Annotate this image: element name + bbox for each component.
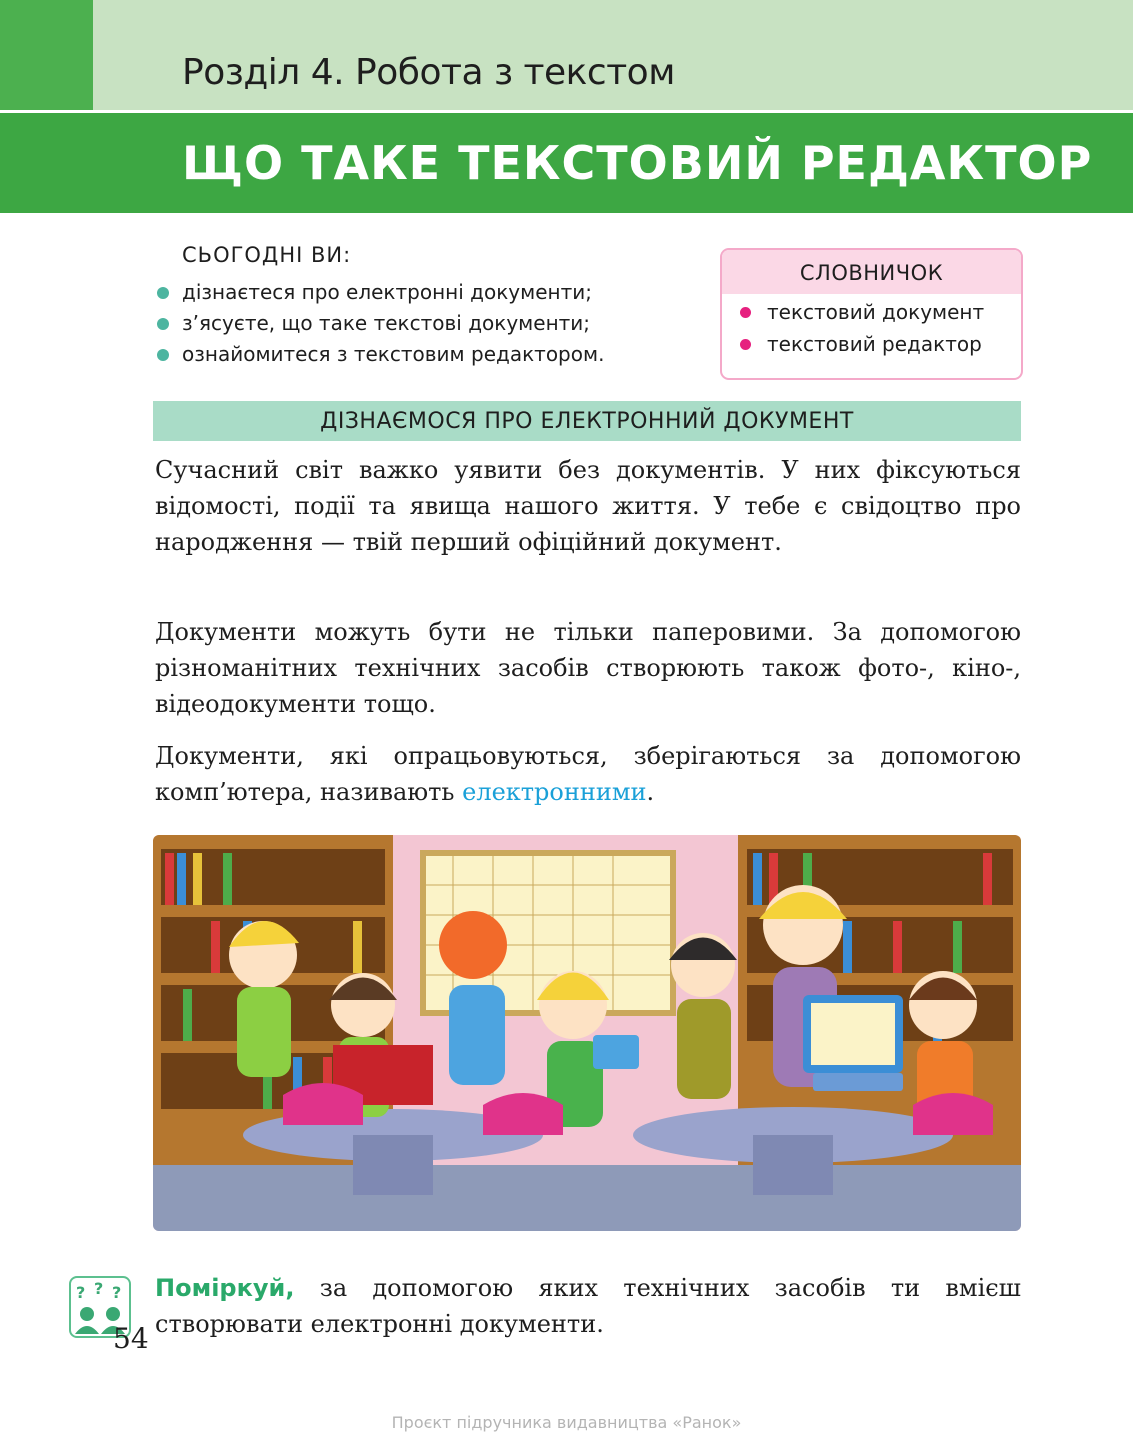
child-figure (229, 921, 299, 1077)
page-number: 54 (113, 1322, 149, 1355)
library-illustration (153, 835, 1021, 1231)
highlighted-term: електронними (462, 778, 647, 806)
body-paragraph-3: Документи, які опрацьовуються, зберігаються за допомогою комп’ютера, називають електронними. (155, 742, 1021, 806)
child-figure (439, 911, 507, 1085)
library-scene-image (153, 835, 1021, 1231)
glossary-list (722, 294, 1021, 360)
objective-item: дізнаєтеся про електронні документи; (157, 277, 604, 308)
subsection-heading: ДІЗНАЄМОСЯ ПРО ЕЛЕКТРОННИЙ ДОКУМЕНТ (153, 401, 1021, 441)
svg-text:?: ? (76, 1283, 86, 1302)
objective-item: ознайомитеся з текстовим редактором. (157, 339, 604, 370)
bullet-icon (740, 339, 751, 350)
glossary-item: текстовий редактор (740, 328, 1021, 360)
bullet-icon (157, 349, 169, 361)
bullet-icon (740, 307, 751, 318)
header-tab (0, 0, 93, 110)
svg-text:?: ? (112, 1283, 122, 1302)
footer-note: Проєкт підручника видавництва «Ранок» (391, 1413, 742, 1432)
glossary-heading: СЛОВНИЧОК (722, 250, 1021, 294)
bullet-icon (157, 287, 169, 299)
objectives-list (157, 277, 604, 370)
computer (803, 995, 903, 1091)
body-paragraph-1: Сучасний світ важко уявити без документів. У них фіксуються відомості, події та явища нашого життя. У тебе є свідоцтво про народження — твій перший офіційний документ. (155, 456, 1021, 556)
body-paragraph-2: Документи можуть бути не тільки паперовими. За допомогою різноманітних технічних засобів створюють також фото-, кіно-, відеодокументи тощо. (155, 618, 1021, 718)
child-figure (669, 933, 737, 1099)
section-title: Розділ 4. Робота з текстом (182, 52, 675, 93)
lesson-title: ЩО ТАКЕ ТЕКСТОВИЙ РЕДАКТОР (182, 136, 1093, 190)
think-prompt: Поміркуй, за допомогою яких технічних засобів ти вмієш створювати електронні документи. (155, 1274, 1021, 1338)
objectives-heading: СЬОГОДНІ ВИ: (182, 243, 352, 267)
think-lead: Поміркуй, (155, 1274, 295, 1302)
svg-text:?: ? (94, 1279, 104, 1298)
bullet-icon (157, 318, 169, 330)
objective-item: з’ясуєте, що таке текстові документи; (157, 308, 604, 339)
glossary-item: текстовий документ (740, 296, 1021, 328)
glossary-box (720, 248, 1023, 380)
